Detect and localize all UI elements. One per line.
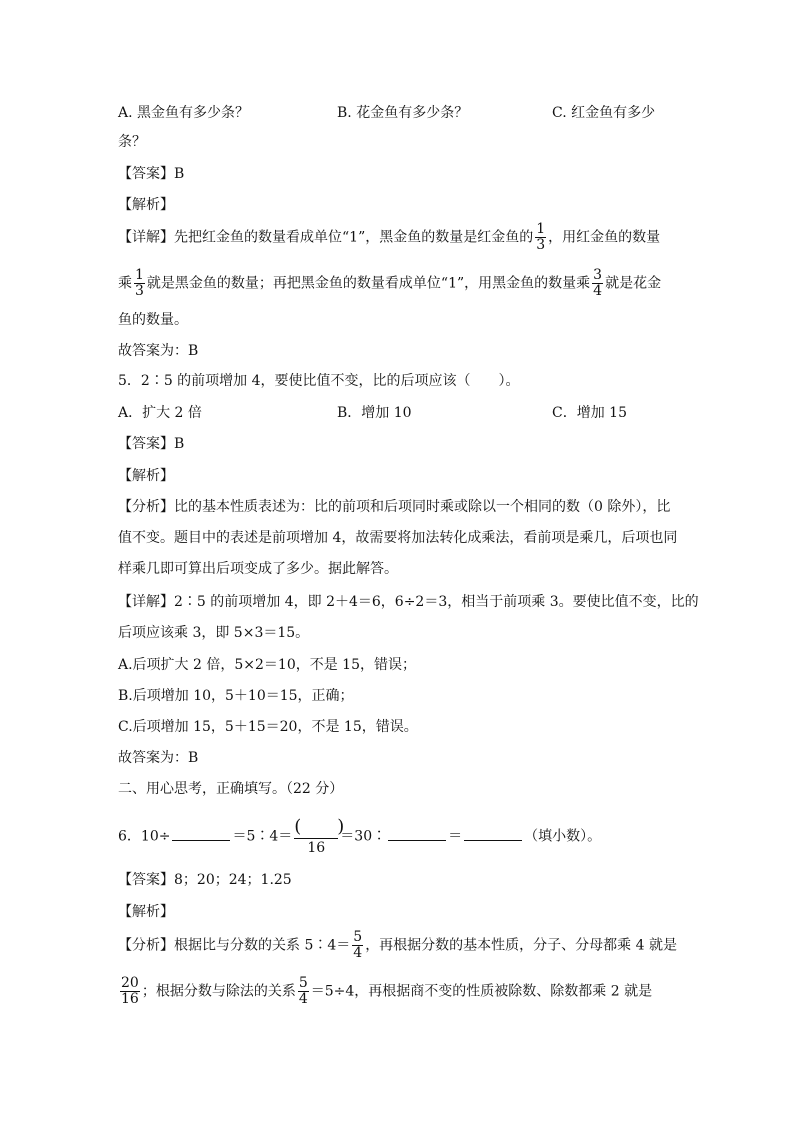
q5-line-a: A.后项扩大 2 倍，5×2＝10，不是 15，错误； xyxy=(118,657,416,673)
q6-analysis-line-1 xyxy=(118,930,677,961)
q6-text: （填小数）。 xyxy=(524,828,602,845)
q6-text: ＝5∶4＝ xyxy=(232,828,293,845)
q6-answer: 【答案】8；20；24；1.25 xyxy=(118,872,292,888)
q6-stem xyxy=(118,816,601,857)
q4-detail-text: 就是花金 xyxy=(605,275,662,292)
q6-text: ＝ xyxy=(448,828,463,845)
q4-detail-text: 乘 xyxy=(118,275,132,292)
q4-conclusion: 故答案为：B xyxy=(118,343,199,359)
q4-detail-text: ，用红金鱼的数量 xyxy=(548,229,661,246)
q6-analysis-line-2 xyxy=(118,976,652,1007)
q6-analysis-text: 【分析】根据比与分数的关系 5∶4＝ xyxy=(118,937,351,954)
q6-blank-2 xyxy=(388,828,446,841)
q6-blank-1 xyxy=(172,828,230,841)
q5-analysis-line-2: 值不变。题目中的表述是前项增加 4，故需要将加法转化成乘法，看前项是乘几，后项也同 xyxy=(118,530,678,546)
q5-stem: 5．2∶5 的前项增加 4，要使比值不变，比的后项应该（ ）。 xyxy=(118,373,520,389)
q4-detail-text: 就是黑金鱼的数量；再把黑金鱼的数量看成单位“1”，用黑金鱼的数量乘 xyxy=(146,275,591,292)
q6-analysis-label: 【解析】 xyxy=(118,904,174,920)
q6-fraction-blank: ( ) 16 xyxy=(294,816,345,856)
q6-analysis-text: ＝5÷4，再根据商不变的性质被除数、除数都乘 2 就是 xyxy=(310,983,653,1000)
q4-option-c: C. 红金鱼有多少 xyxy=(552,105,656,121)
q6-analysis-text: ；根据分数与除法的关系 xyxy=(141,983,296,1000)
q4-option-a: A. 黑金鱼有多少条？ xyxy=(118,105,250,121)
q4-detail-line-3: 鱼的数量。 xyxy=(118,312,188,328)
q4-option-c-continued: 条？ xyxy=(118,134,146,150)
q4-detail-line-2 xyxy=(118,268,661,299)
fraction-one-third: $\frac{1}{3}$ xyxy=(135,267,144,299)
fraction-five-quarters: $\frac{5}{4}$ xyxy=(353,929,363,961)
fraction-five-quarters: $\frac{5}{4}$ xyxy=(298,975,308,1007)
q4-detail-line-1 xyxy=(118,222,660,253)
q5-detail-line-2: 后项应该乘 3，即 5×3＝15。 xyxy=(118,625,310,641)
q6-text: ＝30∶ xyxy=(340,828,387,845)
q6-text: 6．10÷ xyxy=(118,828,171,845)
q4-detail-text: 【详解】先把红金鱼的数量看成单位“1”，黑金鱼的数量是红金鱼的 xyxy=(118,229,534,246)
q4-option-b: B. 花金鱼有多少条？ xyxy=(337,105,469,121)
q5-detail-line-1: 【详解】2∶5 的前项增加 4，即 2＋4＝6，6÷2＝3，相当于前项乘 3。要使比值不变，比的 xyxy=(118,594,699,610)
q6-analysis-text: ，再根据分数的基本性质，分子、分母都乘 4 就是 xyxy=(365,937,677,954)
q5-line-c: C.后项增加 15，5＋15＝20，不是 15，错误。 xyxy=(118,719,418,735)
fraction-three-quarters: $\frac{3}{4}$ xyxy=(593,267,603,299)
q4-answer: 【答案】B xyxy=(118,166,185,182)
q5-option-b: B．增加 10 xyxy=(337,405,412,421)
fraction-one-third: $\frac{1}{3}$ xyxy=(536,221,546,253)
q4-analysis-label: 【解析】 xyxy=(118,197,174,213)
q5-conclusion: 故答案为：B xyxy=(118,750,199,766)
q5-option-c: C．增加 15 xyxy=(552,405,627,421)
q5-option-a: A．扩大 2 倍 xyxy=(118,405,202,421)
q5-analysis-label: 【解析】 xyxy=(118,468,174,484)
section-2-title: 二、用心思考，正确填写。（22 分） xyxy=(118,781,344,797)
fraction-twenty-sixteenths: $\frac{20}{16}$ xyxy=(121,975,139,1007)
q5-analysis-line-1: 【分析】比的基本性质表述为：比的前项和后项同时乘或除以一个相同的数（0 除外），比 xyxy=(118,499,671,515)
q5-analysis-line-3: 样乘几即可算出后项变成了多少。据此解答。 xyxy=(118,561,398,577)
q5-answer: 【答案】B xyxy=(118,436,185,452)
q5-line-b: B.后项增加 10，5＋10＝15，正确； xyxy=(118,688,354,704)
q6-blank-3 xyxy=(464,828,522,841)
